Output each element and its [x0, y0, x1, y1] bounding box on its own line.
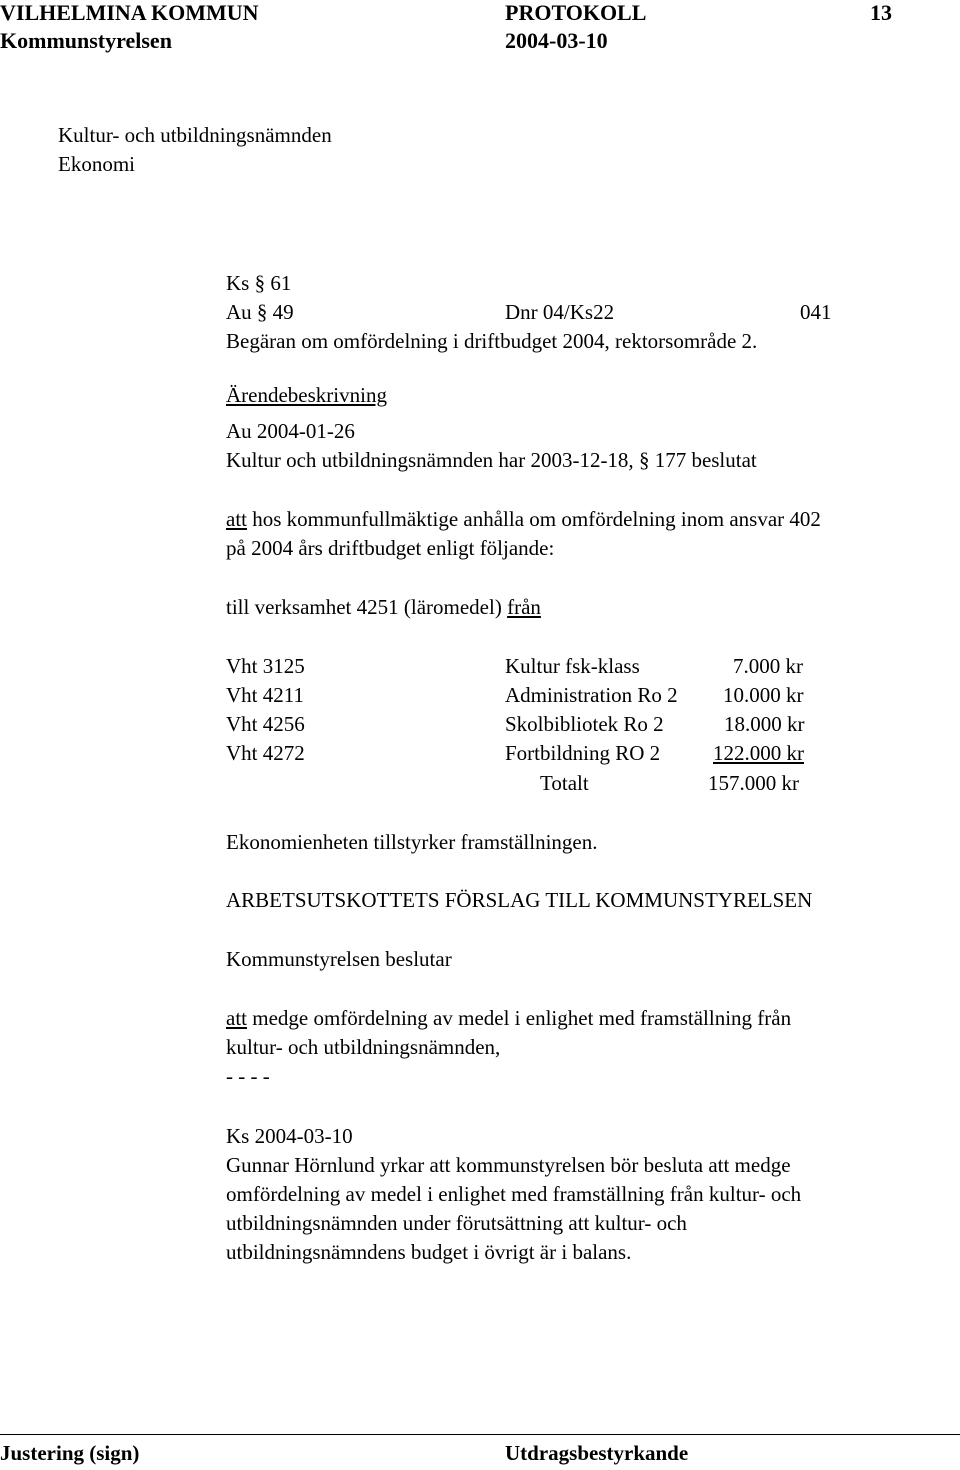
paragraph-sign: §: [254, 271, 266, 295]
section-dashes: - - - -: [226, 1064, 270, 1088]
proposal-att-line2: kultur- och utbildningsnämnden,: [226, 1035, 501, 1059]
ks-meeting-line: utbildningsnämnden under förutsättning att kultur- och: [226, 1211, 687, 1235]
ks-meeting-line: Gunnar Hörnlund yrkar att kommunstyrelsen bör besluta att medge: [226, 1153, 791, 1177]
ks-meeting-line: omfördelning av medel i enlighet med framställning från kultur- och: [226, 1182, 802, 1206]
origin-committee: Kultur- och utbildningsnämnden: [58, 123, 332, 147]
table-row-amount: 122.000 kr: [713, 741, 804, 765]
description-heading: Ärendebeskrivning: [226, 383, 387, 407]
transfer-line: till verksamhet 4251 (läromedel) från: [226, 595, 541, 619]
doc-type: PROTOKOLL: [505, 0, 647, 25]
proposal-att-clause: att medge omfördelning av medel i enlighet med framställning från: [226, 1006, 792, 1030]
table-row-vht: Vht 4272: [226, 741, 305, 765]
decision-line: Kultur och utbildningsnämnden har 2003-12-18, § 177 beslutat: [226, 448, 757, 472]
paragraph-sign: §: [638, 448, 650, 472]
proposal-heading: ARBETSUTSKOTTETS FÖRSLAG TILL KOMMUNSTYRELSEN: [226, 888, 813, 912]
table-row-amount: 7.000 kr: [733, 654, 803, 678]
table-row-amount: 10.000 kr: [723, 683, 804, 707]
page-number: 13: [870, 0, 892, 25]
org-name: VILHELMINA KOMMUN: [0, 0, 259, 25]
table-row-amount: 18.000 kr: [724, 712, 805, 736]
body-name: Kommunstyrelsen: [0, 28, 172, 53]
footer-utdragsbestyrkande: Utdragsbestyrkande: [505, 1441, 689, 1465]
table-row-desc: Administration Ro 2: [505, 683, 678, 707]
au-date: Au 2004-01-26: [226, 419, 355, 443]
footer-separator: [0, 1434, 960, 1435]
att-clause-line2: på 2004 års driftbudget enligt följande:: [226, 536, 555, 560]
table-row-vht: Vht 3125: [226, 654, 305, 678]
case-code: 041: [800, 300, 832, 324]
table-row-vht: Vht 4211: [226, 683, 304, 707]
recommendation: Ekonomienheten tillstyrker framställningen.: [226, 830, 598, 854]
total-amount: 157.000 kr: [708, 771, 799, 795]
att-clause: att hos kommunfullmäktige anhålla om omfördelning inom ansvar 402: [226, 507, 821, 531]
proposal-decides: Kommunstyrelsen beslutar: [226, 947, 452, 971]
case-title: Begäran om omfördelning i driftbudget 2004, rektorsområde 2.: [226, 329, 758, 353]
origin-unit: Ekonomi: [58, 152, 135, 176]
transfer-from: från: [507, 595, 541, 619]
table-row-desc: Kultur fsk-klass: [505, 654, 640, 678]
att-word: att: [226, 1006, 247, 1030]
ks-paragraph: Ks § 61: [226, 271, 292, 295]
au-paragraph: Au § 49: [226, 300, 294, 324]
paragraph-sign: §: [256, 300, 268, 324]
ks-meeting-line: utbildningsnämndens budget i övrigt är i balans.: [226, 1240, 632, 1264]
footer-justering: Justering (sign): [0, 1441, 140, 1465]
att-word: att: [226, 507, 247, 531]
table-row-desc: Fortbildning RO 2: [505, 741, 661, 765]
ks-meeting-date: Ks 2004-03-10: [226, 1124, 353, 1148]
table-row-vht: Vht 4256: [226, 712, 305, 736]
protocol-date: 2004-03-10: [505, 28, 608, 53]
dnr: Dnr 04/Ks22: [505, 300, 615, 324]
total-label: Totalt: [540, 771, 589, 795]
table-row-desc: Skolbibliotek Ro 2: [505, 712, 664, 736]
